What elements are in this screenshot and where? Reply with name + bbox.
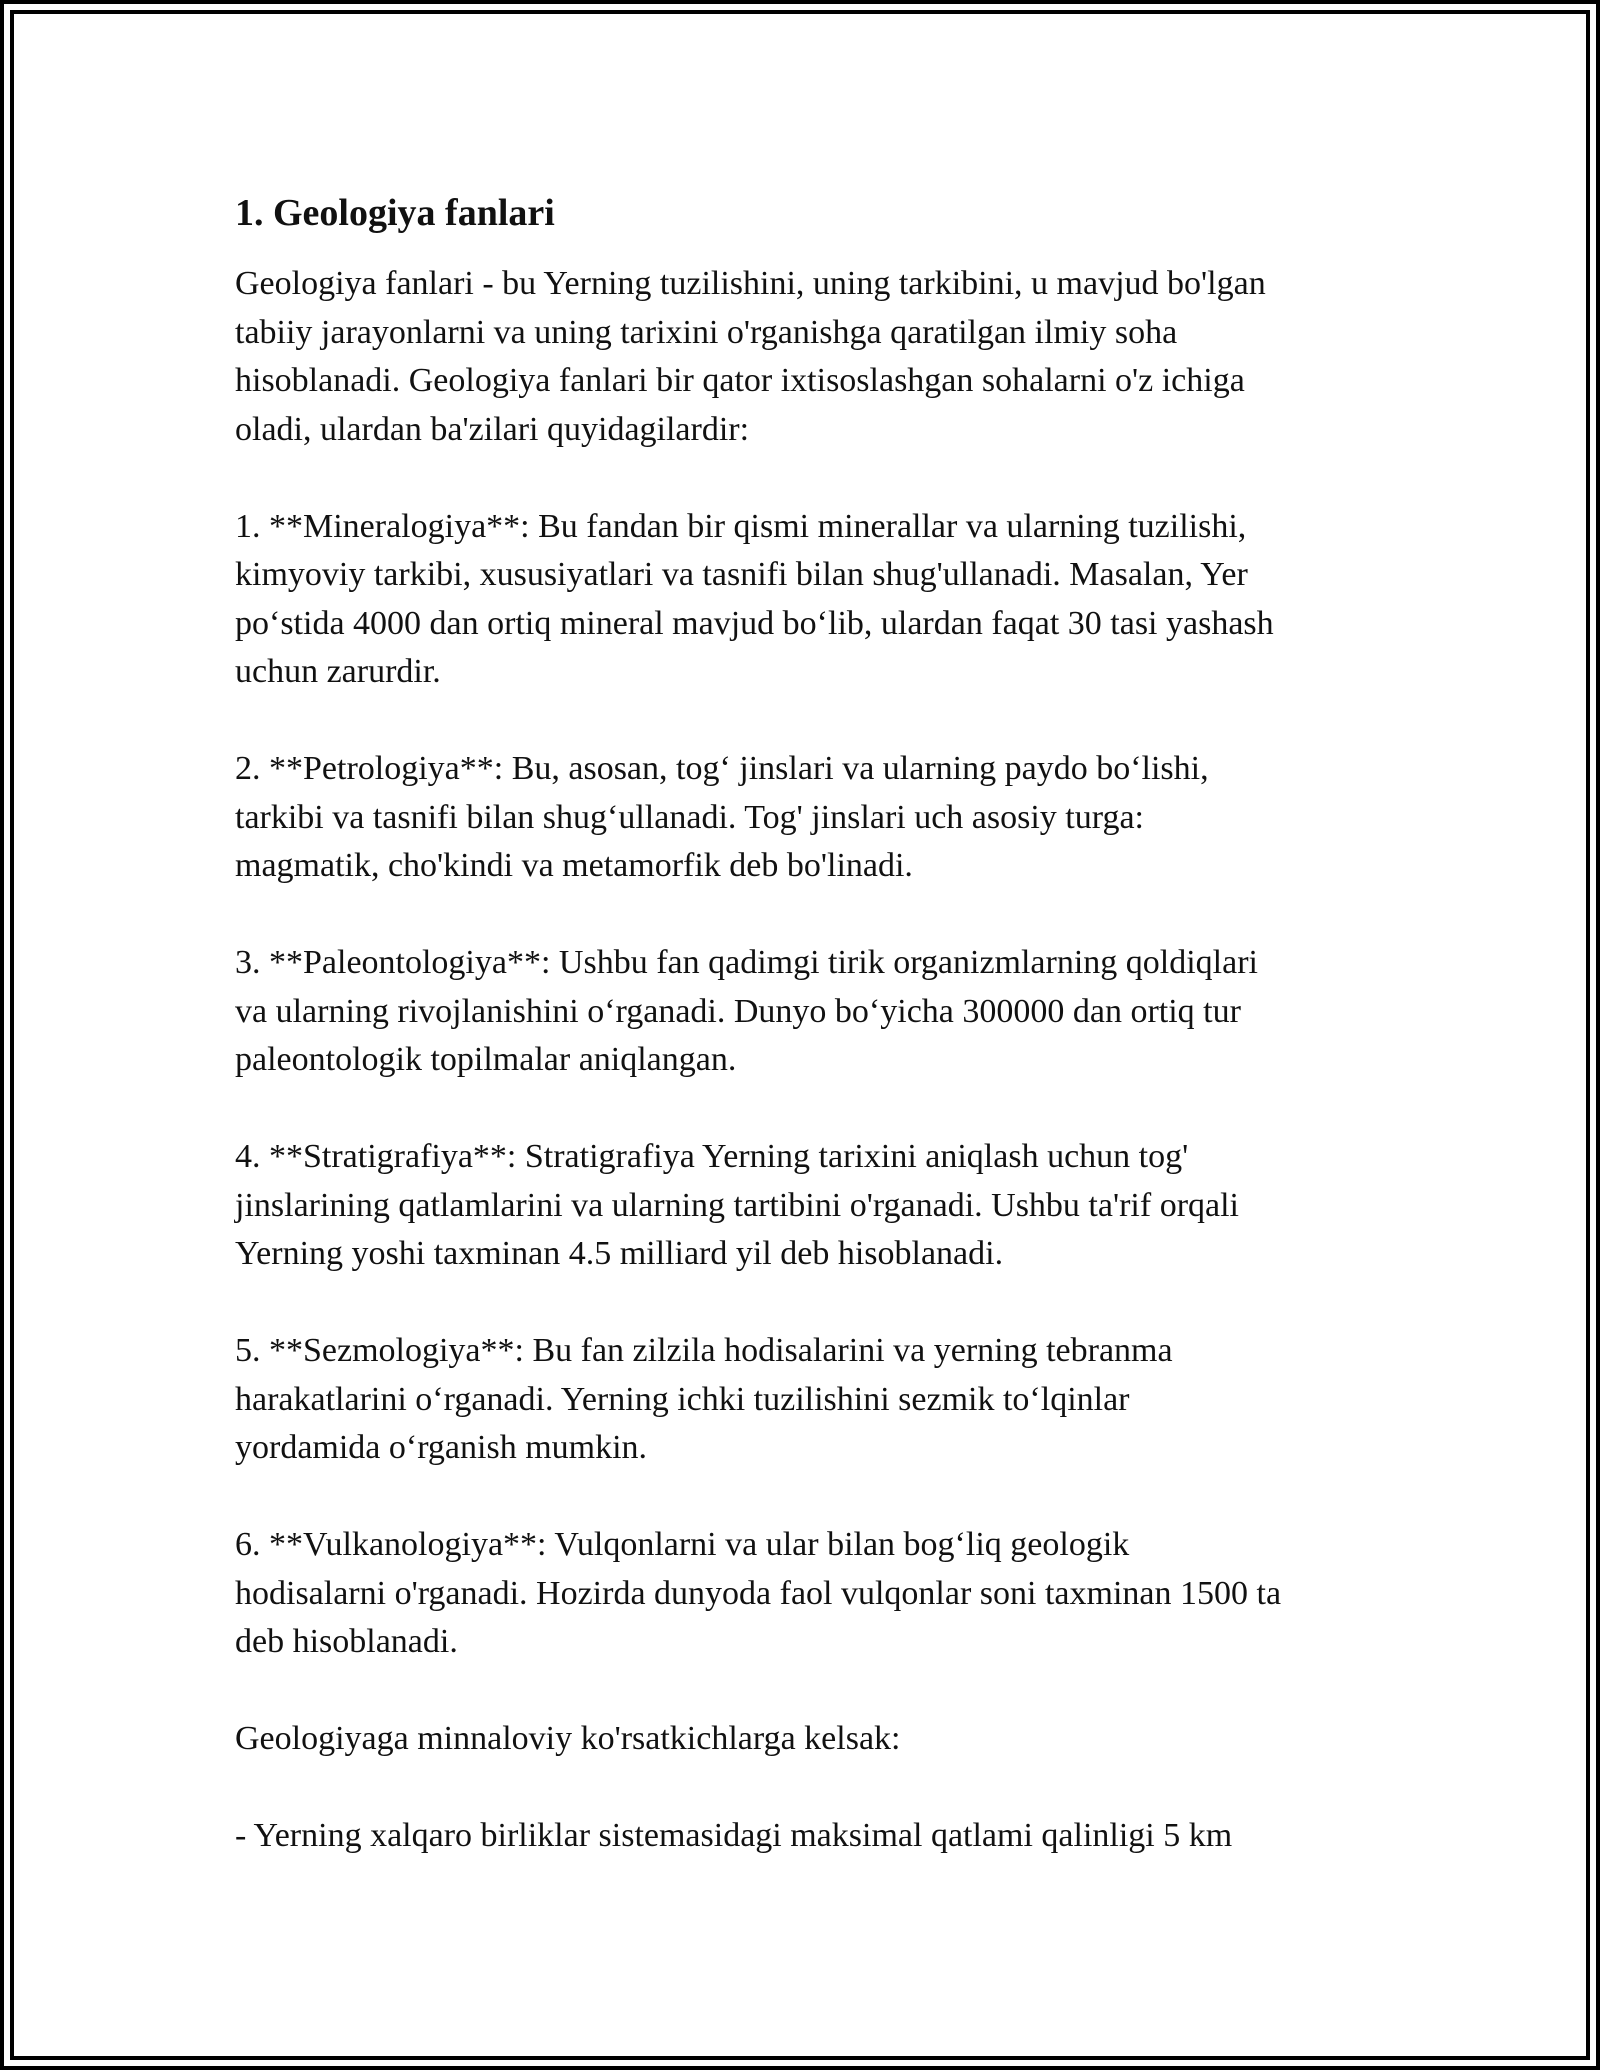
mineralogy-paragraph — [235, 503, 1385, 697]
intro-paragraph — [235, 260, 1385, 454]
text-line: tarkibi va tasnifi bilan shug‘ullanadi. Tog' jinslari uch asosiy turga: — [235, 798, 1145, 836]
text-line: 5. **Sezmologiya**: Bu fan zilzila hodisalarini va yerning tebranma — [235, 1332, 1173, 1369]
text-line: 4. **Stratigrafiya**: Stratigrafiya Yerning tarixini aniqlash uchun tog' — [235, 1138, 1189, 1175]
text-line: jinslarining qatlamlarini va ularning tartibini o'rganadi. Ushbu ta'rif orqali — [235, 1186, 1239, 1224]
text-line: yordamida o‘rganish mumkin. — [235, 1429, 648, 1466]
seismology-paragraph — [235, 1327, 1385, 1473]
text-line: harakatlarini o‘rganadi. Yerning ichki tuzilishini sezmik to‘lqinlar — [235, 1380, 1130, 1418]
document-body — [235, 186, 1385, 1909]
text-line: Geologiya fanlari - bu Yerning tuzilishini, uning tarkibini, u mavjud bo'lgan — [235, 265, 1266, 302]
volcanology-paragraph — [235, 1521, 1385, 1667]
text-line: hisoblanadi. Geologiya fanlari bir qator ixtisoslashgan sohalarni o'z ichiga — [235, 362, 1245, 399]
document-title: 1. Geologiya fanlari — [235, 192, 555, 234]
text-line: va ularning rivojlanishini o‘rganadi. Dunyo bo‘yicha 300000 dan ortiq tur — [235, 992, 1241, 1030]
stratigraphy-paragraph — [235, 1133, 1385, 1279]
text-line: - Yerning xalqaro birliklar sistemasidagi maksimal qatlami qalinligi 5 km — [235, 1817, 1233, 1854]
text-line: magmatik, cho'kindi va metamorfik deb bo'linadi. — [235, 847, 913, 884]
text-line: 6. **Vulkanologiya**: Vulqonlarni va ular bilan bog‘liq geologik — [235, 1526, 1130, 1563]
text-line: Yerning yoshi taxminan 4.5 milliard yil deb hisoblanadi. — [235, 1235, 1004, 1272]
indicators-intro-paragraph — [235, 1715, 1385, 1764]
text-line: paleontologik topilmalar aniqlangan. — [235, 1041, 737, 1078]
petrology-paragraph — [235, 745, 1385, 891]
text-line: Geologiyaga minnaloviy ko'rsatkichlarga kelsak: — [235, 1720, 901, 1757]
text-line: 3. **Paleontologiya**: Ushbu fan qadimgi tirik organizmlarning qoldiqlari — [235, 944, 1258, 981]
text-line: po‘stida 4000 dan ortiq mineral mavjud bo‘lib, ulardan faqat 30 tasi yashash — [235, 604, 1274, 642]
indicator-list-item — [235, 1812, 1385, 1861]
text-line: oladi, ulardan ba'zilari quyidagilardir: — [235, 410, 750, 448]
text-line: uchun zarurdir. — [235, 653, 441, 690]
text-line: 1. **Mineralogiya**: Bu fandan bir qismi minerallar va ularning tuzilishi, — [235, 507, 1247, 545]
paleontology-paragraph — [235, 939, 1385, 1085]
text-line: deb hisoblanadi. — [235, 1623, 458, 1660]
text-line: 2. **Petrologiya**: Bu, asosan, tog‘ jinslari va ularning paydo bo‘lishi, — [235, 750, 1209, 787]
text-line: hodisalarni o'rganadi. Hozirda dunyoda faol vulqonlar soni taxminan 1500 ta — [235, 1574, 1282, 1612]
text-line: tabiiy jarayonlarni va uning tarixini o'rganishga qaratilgan ilmiy soha — [235, 313, 1178, 351]
text-line: kimyoviy tarkibi, xususiyatlari va tasnifi bilan shug'ullanadi. Masalan, Yer — [235, 556, 1248, 593]
